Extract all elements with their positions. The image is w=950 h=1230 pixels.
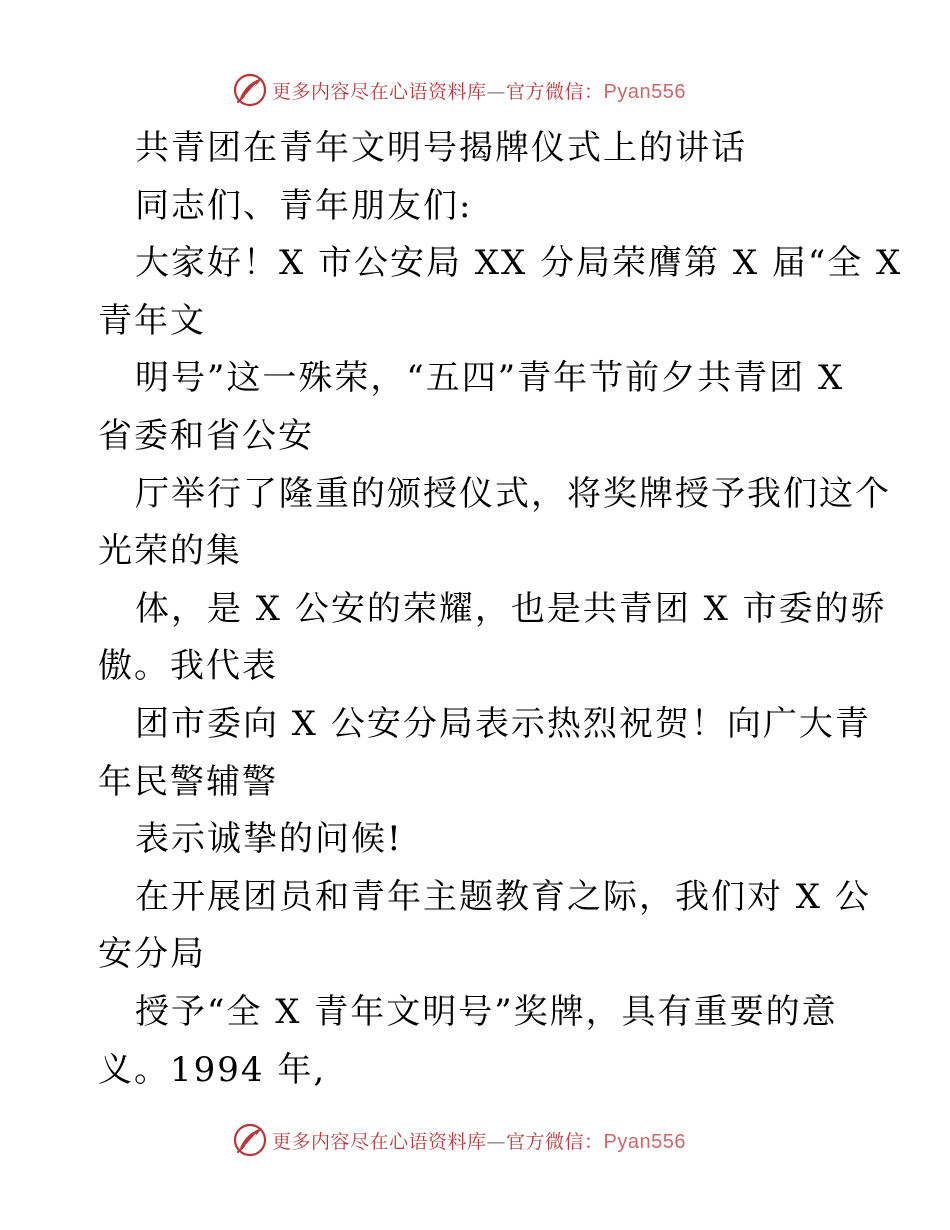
- watermark-brand: 更多内容尽在心语资料库: [272, 80, 487, 103]
- watermark-wechat-id: Pyan556: [603, 80, 686, 103]
- paragraph-line: 在开展团员和青年主题教育之际，我们对 X 公: [135, 876, 871, 917]
- paragraph-line: 大家好！X 市公安局 XX 分局荣膺第 X 届“全 X: [135, 243, 903, 284]
- watermark-wechat-label: 官方微信：: [506, 80, 604, 103]
- paragraph-line: 傲。我代表: [98, 646, 278, 687]
- watermark-banner-top: [232, 70, 686, 110]
- feather-quill-icon: [232, 72, 268, 108]
- paragraph-line: 省委和省公安: [98, 415, 314, 456]
- paragraph-line: 体，是 X 公安的荣耀，也是共青团 X 市委的骄: [135, 588, 887, 629]
- salutation: 同志们、青年朋友们:: [135, 185, 473, 226]
- paragraph-line: 光荣的集: [98, 531, 242, 572]
- watermark-text: [272, 1127, 686, 1154]
- paragraph-line: 年民警辅警: [98, 761, 278, 802]
- feather-quill-icon: [232, 1122, 268, 1158]
- paragraph-line: 义。1994 年,: [98, 1049, 327, 1090]
- watermark-wechat-label: 官方微信：: [506, 1130, 604, 1153]
- paragraph-line: 表示诚挚的问候!: [135, 819, 403, 860]
- paragraph-line: 授予“全 X 青年文明号”奖牌，具有重要的意: [135, 991, 838, 1032]
- document-title: 共青团在青年文明号揭牌仪式上的讲话: [135, 128, 747, 168]
- paragraph-line: 团市委向 X 公安分局表示热烈祝贺！向广大青: [135, 703, 871, 744]
- watermark-banner-bottom: [232, 1120, 686, 1160]
- paragraph-line: 厅举行了隆重的颁授仪式，将奖牌授予我们这个: [135, 473, 891, 514]
- watermark-brand: 更多内容尽在心语资料库: [272, 1130, 487, 1153]
- paragraph-line: 安分局: [98, 934, 206, 975]
- watermark-separator: —: [486, 80, 507, 103]
- watermark-wechat-id: Pyan556: [603, 1130, 686, 1153]
- paragraph-line: 明号”这一殊荣，“五四”青年节前夕共青团 X: [135, 358, 845, 399]
- watermark-separator: —: [486, 1130, 507, 1153]
- watermark-text: [272, 77, 686, 104]
- paragraph-line: 青年文: [98, 300, 206, 341]
- document-body: [98, 120, 903, 1099]
